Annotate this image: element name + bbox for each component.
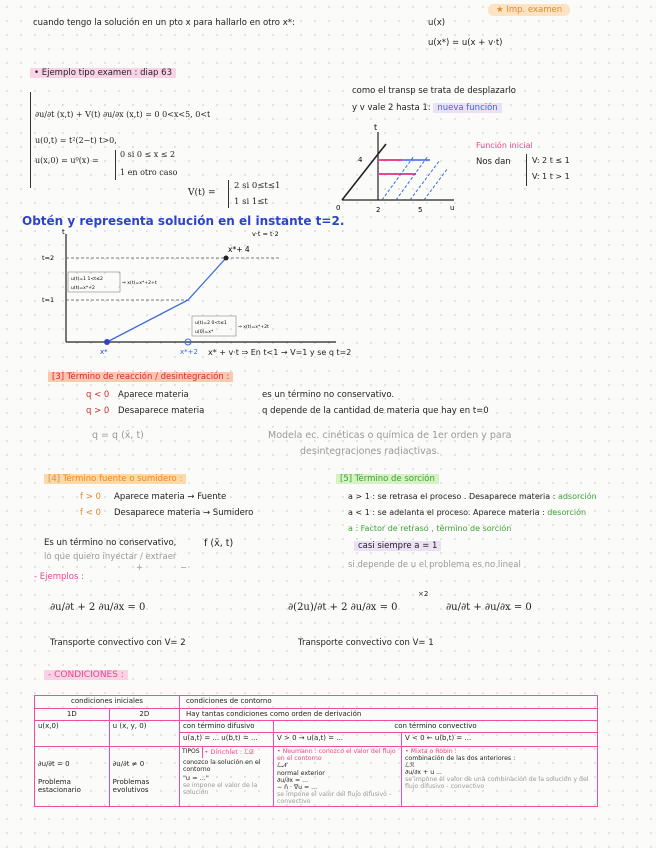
sorcion-a1: a > 1 : se retrasa el proceso . Desaparece materia : adsorción: [348, 492, 597, 501]
u-xstar: u(x*) = u(x + v·t): [428, 38, 503, 48]
u0-case2: 1 en otro caso: [120, 168, 178, 177]
svg-text:⇒ x(t)=x*+2t: ⇒ x(t)=x*+2t: [238, 325, 269, 330]
ejemplo-2-x2: ×2: [418, 590, 429, 598]
convectivo-header: con término convectivo: [274, 721, 598, 733]
vt-label: V(t) =: [188, 188, 216, 198]
u0-case1: 0 si 0 ≤ x ≤ 2: [120, 150, 176, 159]
transport-diagram: [332, 122, 462, 218]
example-title: • Ejemplo tipo examen : diap 63: [30, 68, 176, 78]
pde-system: [30, 92, 291, 188]
head-2d: 2D: [109, 709, 179, 721]
difusivo-bc: u(a,t) = ... u(b,t) = ...: [179, 733, 273, 747]
modela-2: desintegraciones radiactivas.: [300, 446, 440, 457]
svg-text:u(t)=2 0<t≤1: u(t)=2 0<t≤1: [195, 321, 227, 326]
mixta-txt: combinación de las dos anteriores :: [405, 755, 516, 762]
intro-line: cuando tengo la solución en un pto x para hallarlo en otro x*:: [33, 18, 295, 28]
ejemplos-title: - Ejemplos :: [34, 572, 84, 582]
evolutivo: Problemas evolutivos: [112, 777, 150, 794]
svg-text:4: 4: [358, 156, 363, 164]
dudt-ne0: ∂u/∂t ≠ 0: [112, 759, 145, 768]
u-x0: u(x,0): [35, 721, 110, 747]
reaccion-title: [3] Término de reacción / desintegración :: [48, 372, 233, 382]
mixta: • Mixta o Robin :: [405, 748, 457, 755]
v-case1: V: 2 t ≤ 1: [532, 156, 570, 165]
f-pos: f > 0: [80, 492, 101, 502]
q-pos: q > 0: [86, 406, 110, 416]
q-neg-txt: Aparece materia: [118, 390, 189, 400]
diag-t-axis: t: [374, 123, 378, 132]
fuente-quiero: lo que quiero inyectar / extraer: [44, 552, 177, 562]
conditions-table: [34, 695, 598, 807]
mixta-imp: se impone el valor de una combinación de la solución y del flujo difusivo - convectivo: [405, 776, 589, 790]
neumann-eq2: − n̄ · ∇u = ...: [277, 784, 318, 791]
svg-text:u(0)=x*: u(0)=x*: [195, 330, 214, 335]
xstar2-label: x*+2: [180, 348, 198, 356]
t1-label: t=1: [42, 296, 55, 304]
vt-label2: v·t = t·2: [252, 230, 279, 238]
si-depende: si depende de u el problema es no lineal: [348, 560, 521, 570]
note-line1: como el transp se trata de desplazarlo: [352, 86, 517, 96]
neumann-imp: se impone el valor del flujo difusivo - convectivo: [277, 791, 392, 805]
fuente-title: [4] Término fuente o sumidero :: [44, 474, 186, 484]
funcion-inicial: Función inicial: [476, 141, 533, 150]
vt-case2: 1 si 1≤t: [234, 197, 268, 207]
graph-bottom-note: x* + v·t ⇒ En t<1 → V=1 y se q t=2: [208, 348, 352, 357]
condiciones-title: - CONDICIONES :: [44, 670, 128, 680]
reaccion-r2: q depende de la cantidad de materia que hay en t=0: [262, 406, 489, 416]
xstar4-label: x*+ 4: [228, 245, 250, 254]
casi-siempre: casi siempre a = 1: [354, 541, 441, 551]
ejemplo-1: ∂u/∂t + 2 ∂u/∂x = 0: [50, 602, 146, 613]
t-label: t: [62, 228, 65, 236]
imp-examen-tag: ★ Imp. examen: [488, 4, 570, 16]
ejemplo-2: ∂(2u)/∂t + 2 ∂u/∂x = 0: [288, 602, 398, 613]
svg-text:2: 2: [376, 206, 381, 214]
neumann: • Neumann : conozco el valor del flujo en el contorno: [277, 748, 396, 762]
fuente-noncons: Es un término no conservativo,: [44, 538, 177, 548]
nos-dan: Nos dan: [476, 157, 511, 167]
pde-eq2: u(0,t) = t²(2−t) t>0,: [35, 136, 117, 145]
characteristic-graph: [40, 228, 340, 364]
dirichlet: • Dirichlet : ℒ𝒟: [204, 748, 254, 756]
obten-title: Obtén y representa solución en el instante t=2.: [22, 214, 345, 228]
f-eq: f (x̄, t): [204, 538, 234, 549]
svg-text:u: u: [450, 204, 455, 212]
head-iniciales: condiciones iniciales: [35, 696, 180, 709]
vt-case1: 2 si 0≤t≤1: [234, 181, 281, 191]
note-line2: y v vale 2 hasta 1: nueva función: [352, 103, 502, 113]
sorcion-a2: a < 1 : se adelanta el proceso. Aparece materia : desorción: [348, 508, 587, 517]
f-neg-txt: Desaparece materia → Sumidero: [114, 508, 254, 518]
mixta-eq: ∂u/∂x + u ...: [405, 769, 442, 776]
hay-tantas: Hay tantas condiciones como orden de derivación: [179, 709, 597, 721]
v-case2: V: 1 t > 1: [532, 172, 570, 181]
conv-neg: V < 0 ← u(b,t) = ...: [402, 733, 598, 747]
neumann-normal: normal exterior: [277, 770, 325, 777]
u-xy0: u (x, y, 0): [109, 721, 179, 747]
t2-label: t=2: [42, 254, 55, 262]
ejemplo-2-caption: Transporte convectivo con V= 1: [298, 638, 434, 648]
sorcion-title: [5] Término de sorción: [336, 474, 439, 484]
head-contorno: condiciones de contorno: [179, 696, 597, 709]
f-pos-txt: Aparece materia → Fuente: [114, 492, 227, 502]
head-1d: 1D: [35, 709, 110, 721]
svg-text:⇒ x(t)=x*+2+t: ⇒ x(t)=x*+2+t: [122, 281, 157, 286]
dirichlet-eq: "u = ...": [182, 774, 209, 782]
f-neg: f < 0: [80, 508, 101, 518]
svg-text:5: 5: [418, 206, 423, 214]
u-x: u(x): [428, 18, 446, 28]
neumann-n: ℒ𝒩: [277, 762, 288, 769]
dirichlet-imp: se impone el valor de la solución: [182, 782, 258, 796]
estacionario: Problema estacionario: [38, 777, 81, 794]
sorcion-a3: a : Factor de retraso , término de sorción: [348, 524, 512, 533]
mixta-n: ℒℛ: [405, 762, 415, 769]
ejemplo-1-caption: Transporte convectivo con V= 2: [50, 638, 186, 648]
tipos: TIPOS: [180, 747, 203, 758]
xstar-label: x*: [100, 348, 108, 356]
dudt-0: ∂u/∂t = 0: [38, 759, 70, 768]
pde-eq3: u(x,0) = u⁰(x) =: [35, 156, 99, 165]
q-eq: q = q (x̄, t): [92, 430, 144, 441]
pde-eq1: ∂u/∂t (x,t) + V(t) ∂u/∂x (x,t) = 0 0<x<5, 0<t: [35, 110, 211, 119]
svg-text:u(t)=1 1<t≤2: u(t)=1 1<t≤2: [71, 277, 103, 282]
ejemplo-2b: ∂u/∂t + ∂u/∂x = 0: [446, 602, 532, 613]
dirichlet-txt: conozco la solución en el contorno: [182, 759, 261, 773]
q-neg: q < 0: [86, 390, 110, 400]
neumann-eq: ∂u/∂x = ...: [277, 777, 309, 784]
reaccion-r1: es un término no conservativo.: [262, 390, 395, 400]
modela-1: Modela ec. cinéticas o química de 1er orden y para: [268, 430, 512, 441]
difusivo-header: con término difusivo: [179, 721, 273, 733]
svg-text:u(t)=x*+2: u(t)=x*+2: [71, 286, 95, 291]
svg-text:0: 0: [336, 204, 341, 212]
conv-pos: V > 0 → u(a,t) = ...: [274, 733, 402, 747]
q-pos-txt: Desaparece materia: [118, 406, 205, 416]
